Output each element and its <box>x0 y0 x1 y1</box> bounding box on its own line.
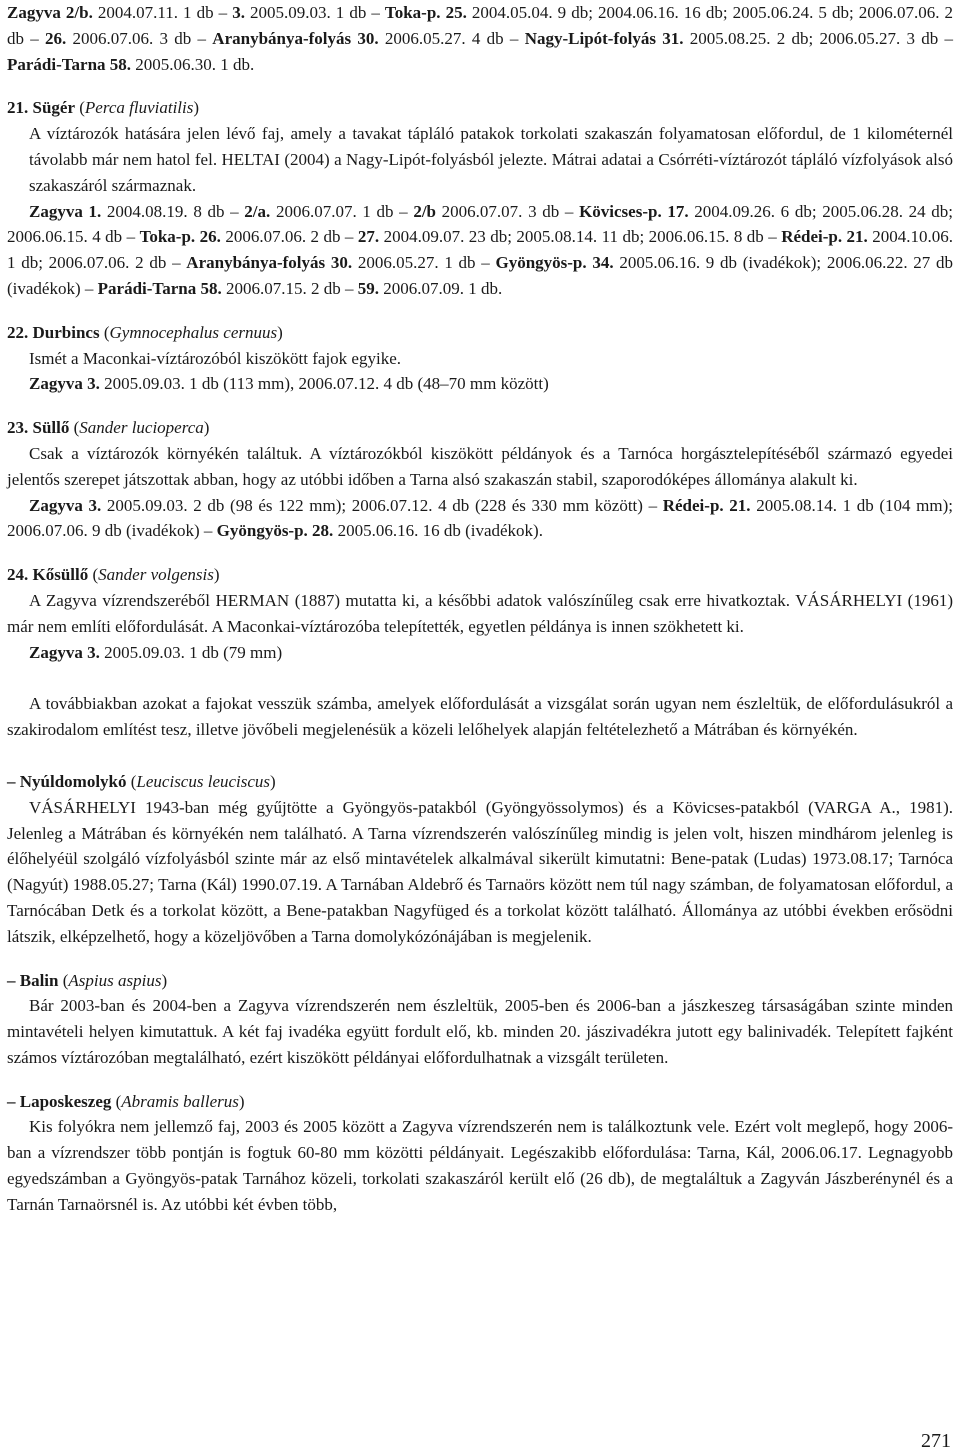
page-number: 271 <box>921 1430 951 1452</box>
paragraph: A továbbiakban azokat a fajokat vesszük számba, amelyek előfordulását a vizsgálat során ugyan nem észleltük, de előfordulásukról a szakirodalom említést tesz, illetve jövőbeli megjelenésük a közeli lelőhelyek alapján feltételezhető a Mátrában és környékén. <box>7 694 953 740</box>
paragraph: – Balin (Aspius aspius) <box>7 970 168 990</box>
paragraph: A víztározók hatására jelen lévő faj, amely a tavakat tápláló patakok torkolati szakaszán folyamatosan előfordul, de 1 kilométernél távolabb már nem hatol fel. HELTAI (2004) a Nagy-Lipót-folyásból jelezte. Mátrai adatai a Csórréti-víztározót tápláló vízfolyások alsó szakaszáról származnak. <box>29 124 953 195</box>
paragraph: Kis folyókra nem jellemző faj, 2003 és 2005 között a Zagyva vízrendszerén nem is találkoztunk vele. Ezért volt meglepő, hogy 2006-ban a vízrendszer több pontján is fogtuk 60-80 mm közötti példányait. Legészakibb előfordulása: Tarna, Kál, 2006.06.17. Legnagyobb egyedszámban a Gyöngyös-patak Tarnához közeli, torkolati szakaszáról került elő (26 db), de megtaláltuk a Zagyván Jászberénynél és a Tarnán Tarnaörsnél is. Az utóbbi két évben több, <box>7 1117 953 1214</box>
paragraph: Zagyva 1. 2004.08.19. 8 db – 2/a. 2006.07.07. 1 db – 2/b 2006.07.07. 3 db – Kövicses-p. 17. 2004.09.26. 6 db; 2005.06.28. 24 db; 2006.06.15. 4 db – Toka-p. 26. 2006.07.06. 2 db – 27. 2004.09.07. 23 db; 2005.08.14. 11 db; 2006.06.15. 8 db – Rédei-p. 21. 2004.10.06. 1 db; 2006.07.06. 2 db – Aranybánya-folyás 30. 2006.05.27. 1 db – Gyöngyös-p. 34. 2005.06.16. 9 db (ivadékok); 2006.06.22. 27 db (ivadékok) – Parádi-Tarna 58. 2006.07.15. 2 db – 59. 2006.07.09. 1 db. <box>7 201 954 298</box>
paragraph: 22. Durbincs (Gymnocephalus cernuus) <box>7 322 283 342</box>
paragraph: 21. Sügér (Perca fluviatilis) <box>7 98 200 118</box>
paragraph: Zagyva 3. 2005.09.03. 1 db (113 mm), 2006.07.12. 4 db (48–70 mm között) <box>29 374 549 394</box>
paragraph: A Zagyva vízrendszeréből HERMAN (1887) mutatta ki, a későbbi adatok valószínűleg csak erre hivatkoztak. VÁSÁRHELYI (1961) már nem említi előfordulását. A Maconkai-víztározóba telepítették, egyetlen példánya is innen szökhetett ki. <box>7 590 953 636</box>
paragraph: Bár 2003-ban és 2004-ben a Zagyva vízrendszerén nem észleltük, 2005-ben és 2006-ban a jászkeszeg társaságában szinte minden mintavételi helyen kimutattuk. A két faj ivadéka együtt fordult elő, kb. minden 20. jászivadékra jutott egy balinivadék. Telepített fajként számos víztározóban megtalálható, ezért kiszökött példányai előfordulhatnak a vizsgált területen. <box>7 996 953 1067</box>
paragraph: Ismét a Maconkai-víztározóból kiszökött fajok egyike. <box>29 348 401 368</box>
paragraph: 24. Kősüllő (Sander volgensis) <box>7 565 220 585</box>
paragraph: VÁSÁRHELYI 1943-ban még gyűjtötte a Gyöngyös-patakból (Gyöngyössolymos) és a Kövicses-patakból (VARGA A., 1981). Jelenleg a Mátrában és környékén nem található. A Tarna vízrendszerén valószínűleg mindig is jelen volt, hiszen mindhárom jelenleg is élőhelyéül szolgáló vízfolyásból szinte már az első mintavételek alkalmával sikerült kimutatni: Bene-patak (Ludas) 1973.08.17; Tarnóca (Nagyút) 1988.05.27; Tarna (Kál) 1990.07.19. A Tarnában Aldebrő és Tarnaörs között nem túl nagy számban, de folyamatosan előfordul, a Tarnócában Detk és a torkolat között, a Bene-patakban Nagyfüged és a torkolat között található. Állománya az utóbbi években erősödni látszik, elképzelhető, hogy a közeljövőben a Tarna domolykózónájában is megjelenik. <box>7 797 953 946</box>
paragraph: – Laposkeszeg (Abramis ballerus) <box>7 1091 245 1111</box>
paragraph: Zagyva 3. 2005.09.03. 2 db (98 és 122 mm); 2006.07.12. 4 db (228 és 330 mm között) – Rédei-p. 21. 2005.08.14. 1 db (104 mm); 2006.07.06. 9 db (ivadékok) – Gyöngyös-p. 28. 2005.06.16. 16 db (ivadékok). <box>7 495 953 541</box>
paragraph: Zagyva 2/b. 2004.07.11. 1 db – 3. 2005.09.03. 1 db – Toka-p. 25. 2004.05.04. 9 db; 2004.06.16. 16 db; 2005.06.24. 5 db; 2006.07.06. 2 db – 26. 2006.07.06. 3 db – Aranybánya-folyás 30. 2006.05.27. 4 db – Nagy-Lipót-folyás 31. 2005.08.25. 2 db; 2006.05.27. 3 db – Parádi-Tarna 58. 2005.06.30. 1 db. <box>7 3 954 74</box>
document-page <box>7 0 953 1218</box>
paragraph: Zagyva 3. 2005.09.03. 1 db (79 mm) <box>29 642 283 662</box>
paragraph: Csak a víztározók környékén találtuk. A víztározókból kiszökött példányok és a Tarnóca horgásztelepítéséből származó egyedei jelentős szerepet játszottak abban, hogy az utóbbi időben a Tarna alsó szakaszán stabil, szaporodóképes állománya alakult ki. <box>7 443 953 489</box>
paragraph: – Nyúldomolykó (Leuciscus leuciscus) <box>7 771 276 791</box>
paragraph: 23. Süllő (Sander lucioperca) <box>7 418 210 438</box>
